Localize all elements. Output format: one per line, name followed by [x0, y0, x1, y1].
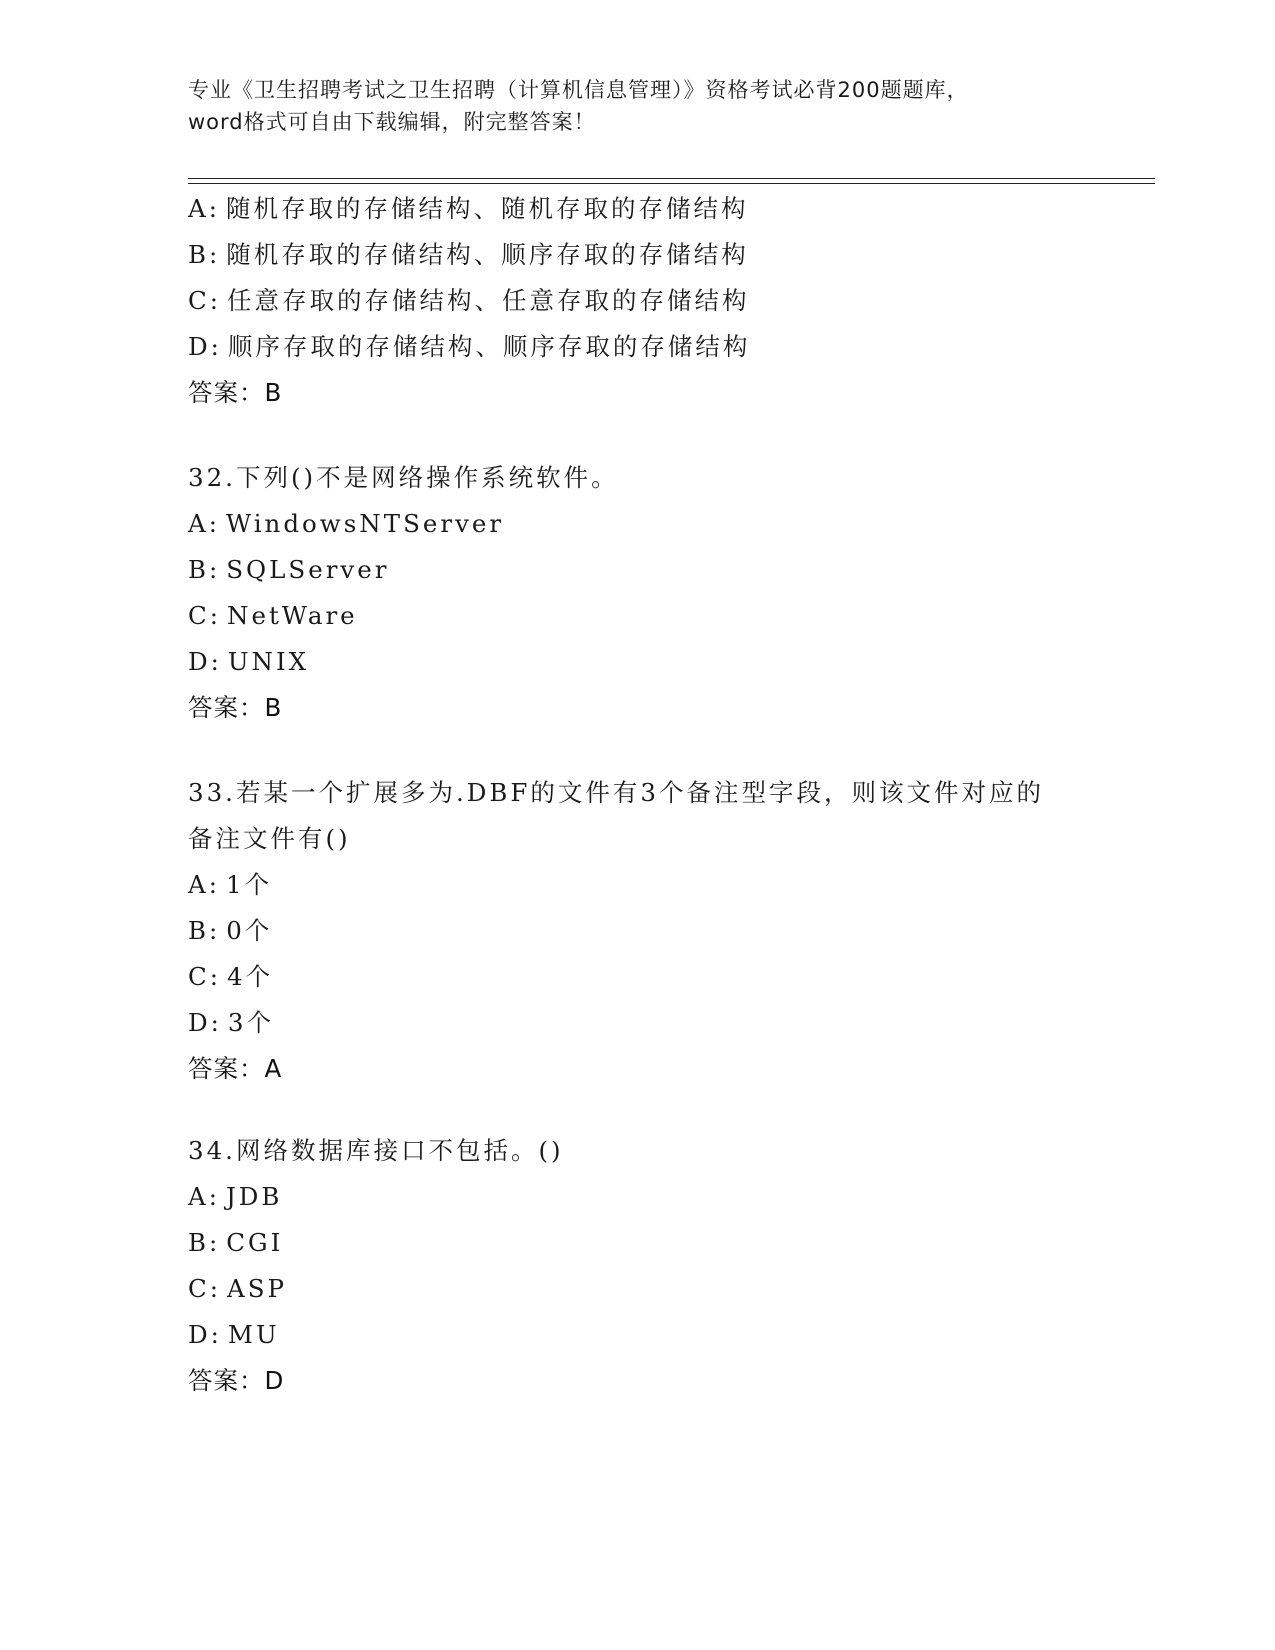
option-text: 随机存取的存储结构、随机存取的存储结构	[225, 194, 749, 223]
option-text: SQLServer	[226, 555, 390, 584]
option-key: A:	[188, 870, 220, 899]
question-stem: 32.下列()不是网络操作系统软件。	[188, 463, 619, 492]
option-key: D:	[188, 332, 222, 361]
question-32	[188, 455, 1128, 731]
option-c	[188, 278, 1128, 324]
option-d	[188, 1000, 1128, 1046]
option-text: 0个	[226, 916, 273, 945]
header-divider-bottom	[188, 183, 1155, 184]
option-key: D:	[188, 1008, 222, 1037]
option-a	[188, 186, 1128, 232]
option-text: 顺序存取的存储结构、顺序存取的存储结构	[227, 332, 751, 361]
answer-line: 答案：A	[188, 1054, 283, 1083]
question-33	[188, 770, 1128, 1092]
option-text: JDB	[225, 1182, 283, 1211]
option-key: D:	[188, 1320, 222, 1349]
option-key: D:	[188, 647, 222, 676]
option-text: 4个	[227, 962, 274, 991]
option-d	[188, 324, 1128, 370]
option-text: WindowsNTServer	[225, 509, 505, 538]
option-text: MU	[227, 1320, 280, 1349]
question-stem-line-2: 备注文件有()	[188, 824, 351, 853]
option-b	[188, 547, 1128, 593]
option-c	[188, 593, 1128, 639]
header-title-line-1: 专业《卫生招聘考试之卫生招聘（计算机信息管理）》资格考试必背200题题库，	[188, 78, 969, 102]
option-d	[188, 1312, 1128, 1358]
option-a	[188, 501, 1128, 547]
option-key: B:	[188, 240, 221, 269]
option-b	[188, 232, 1128, 278]
header-title-line-2: word格式可自由下载编辑，附完整答案！	[188, 110, 596, 134]
answer-line: 答案：B	[188, 693, 283, 722]
option-key: C:	[188, 286, 222, 315]
option-text: 随机存取的存储结构、顺序存取的存储结构	[226, 240, 749, 269]
option-key: C:	[188, 1274, 222, 1303]
option-text: CGI	[226, 1228, 284, 1257]
option-c	[188, 954, 1128, 1000]
answer-line: 答案：B	[188, 378, 283, 407]
option-text: 任意存取的存储结构、任意存取的存储结构	[227, 286, 750, 315]
option-text: UNIX	[227, 647, 310, 676]
question-31	[188, 186, 1128, 416]
option-key: C:	[188, 601, 222, 630]
answer-line: 答案：D	[188, 1366, 285, 1395]
option-a	[188, 1174, 1128, 1220]
option-b	[188, 908, 1128, 954]
option-text: 3个	[227, 1008, 274, 1037]
option-key: A:	[188, 194, 220, 223]
option-c	[188, 1266, 1128, 1312]
option-text: NetWare	[227, 601, 358, 630]
option-key: B:	[188, 916, 221, 945]
option-a	[188, 862, 1128, 908]
header-divider-top	[188, 178, 1155, 179]
question-stem-line-1: 33.若某一个扩展多为.DBF的文件有3个备注型字段，则该文件对应的	[188, 778, 1044, 807]
option-key: B:	[188, 555, 221, 584]
option-key: A:	[188, 1182, 220, 1211]
option-key: A:	[188, 509, 220, 538]
document-header	[188, 74, 1088, 138]
question-34	[188, 1128, 1128, 1404]
option-text: 1个	[225, 870, 273, 899]
option-d	[188, 639, 1128, 685]
question-stem: 34.网络数据库接口不包括。()	[188, 1136, 564, 1165]
option-text: ASP	[227, 1274, 287, 1303]
option-key: C:	[188, 962, 222, 991]
option-b	[188, 1220, 1128, 1266]
option-key: B:	[188, 1228, 221, 1257]
